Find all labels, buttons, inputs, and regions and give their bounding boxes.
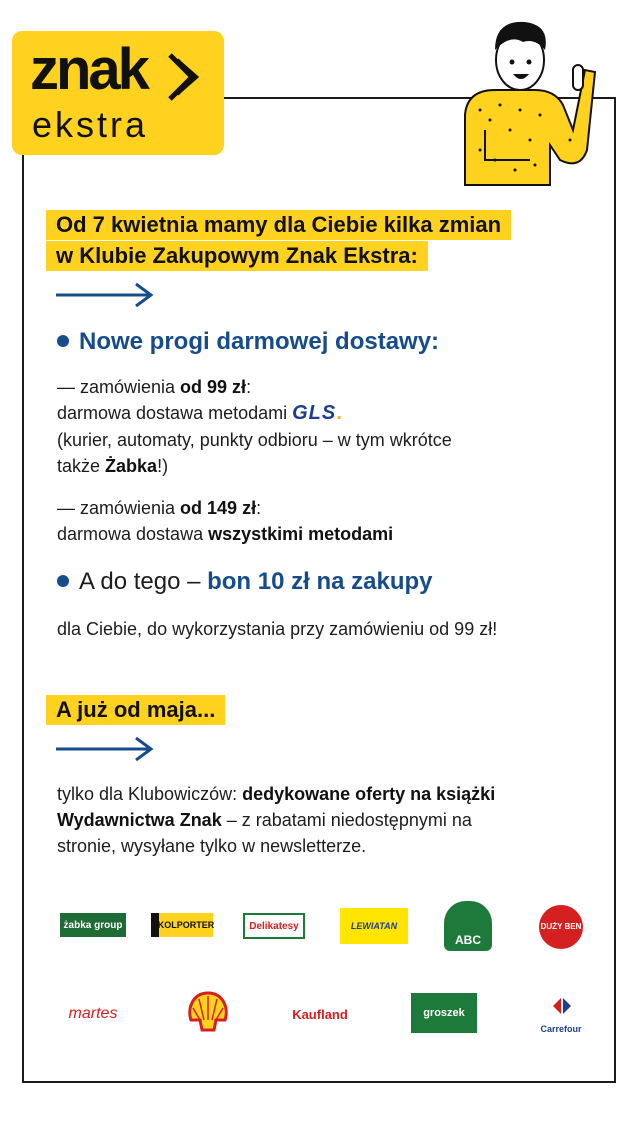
bullet-dot-icon (57, 575, 69, 587)
item1-line1: — zamówienia od 99 zł: (57, 377, 252, 397)
item2-line2: darmowa dostawa wszystkimi metodami (57, 524, 394, 544)
shell-logo (185, 990, 231, 1034)
section2-title: A do tego – bon 10 zł na zakupy (57, 568, 433, 596)
headline-line1: Od 7 kwietnia mamy dla Ciebie kilka zmian (46, 210, 511, 240)
zabka-group-logo: żabka group (60, 913, 126, 937)
person-pointing-illustration (455, 10, 605, 190)
logo-line1: znak (30, 37, 147, 102)
groszek-logo: groszek (411, 993, 477, 1033)
headline-line2: w Klubie Zakupowym Znak Ekstra: (46, 241, 428, 271)
bullet-dot-icon (57, 335, 69, 347)
section3-headline: A już od maja... (46, 695, 225, 725)
lewiatan-logo: LEWIATAN (340, 908, 408, 944)
duzy-ben-logo: DUŻY BEN (539, 905, 583, 949)
arrow-right-icon (56, 736, 156, 762)
section1-title: Nowe progi darmowej dostawy: (57, 328, 439, 356)
carrefour-mark-icon (551, 996, 573, 1016)
item1-line2: darmowa dostawa metodami GLS. (57, 402, 343, 424)
item1-line4: także Żabka!) (57, 456, 169, 476)
section3-line2: Wydawnictwa Znak – z rabatami niedostępnymi na (57, 810, 472, 830)
znak-ekstra-logo (12, 31, 224, 155)
arrow-right-icon (56, 282, 156, 308)
delikatesy-logo: Delikatesy (243, 913, 305, 939)
martes-logo: martes (68, 1005, 118, 1022)
section3-line1: tylko dla Klubowiczów: dedykowane oferty na książki (57, 784, 496, 804)
abc-logo: ABC (444, 901, 492, 951)
carrefour-logo: Carrefour (540, 1024, 582, 1034)
kaufland-logo: Kaufland (292, 1006, 348, 1022)
kolporter-logo: KOLPORTER (151, 913, 213, 937)
item1-line3: (kurier, automaty, punkty odbioru – w tym wkrótce (57, 430, 452, 450)
gls-logo: GLS. (292, 402, 343, 424)
item2-line1: — zamówienia od 149 zł: (57, 498, 262, 518)
section2-text: dla Ciebie, do wykorzystania przy zamówieniu od 99 zł! (57, 619, 498, 639)
logo-chevron-icon (162, 49, 212, 109)
section3-line3: stronie, wysyłane tylko w newsletterze. (57, 836, 367, 856)
logo-line2: ekstra (32, 104, 149, 145)
